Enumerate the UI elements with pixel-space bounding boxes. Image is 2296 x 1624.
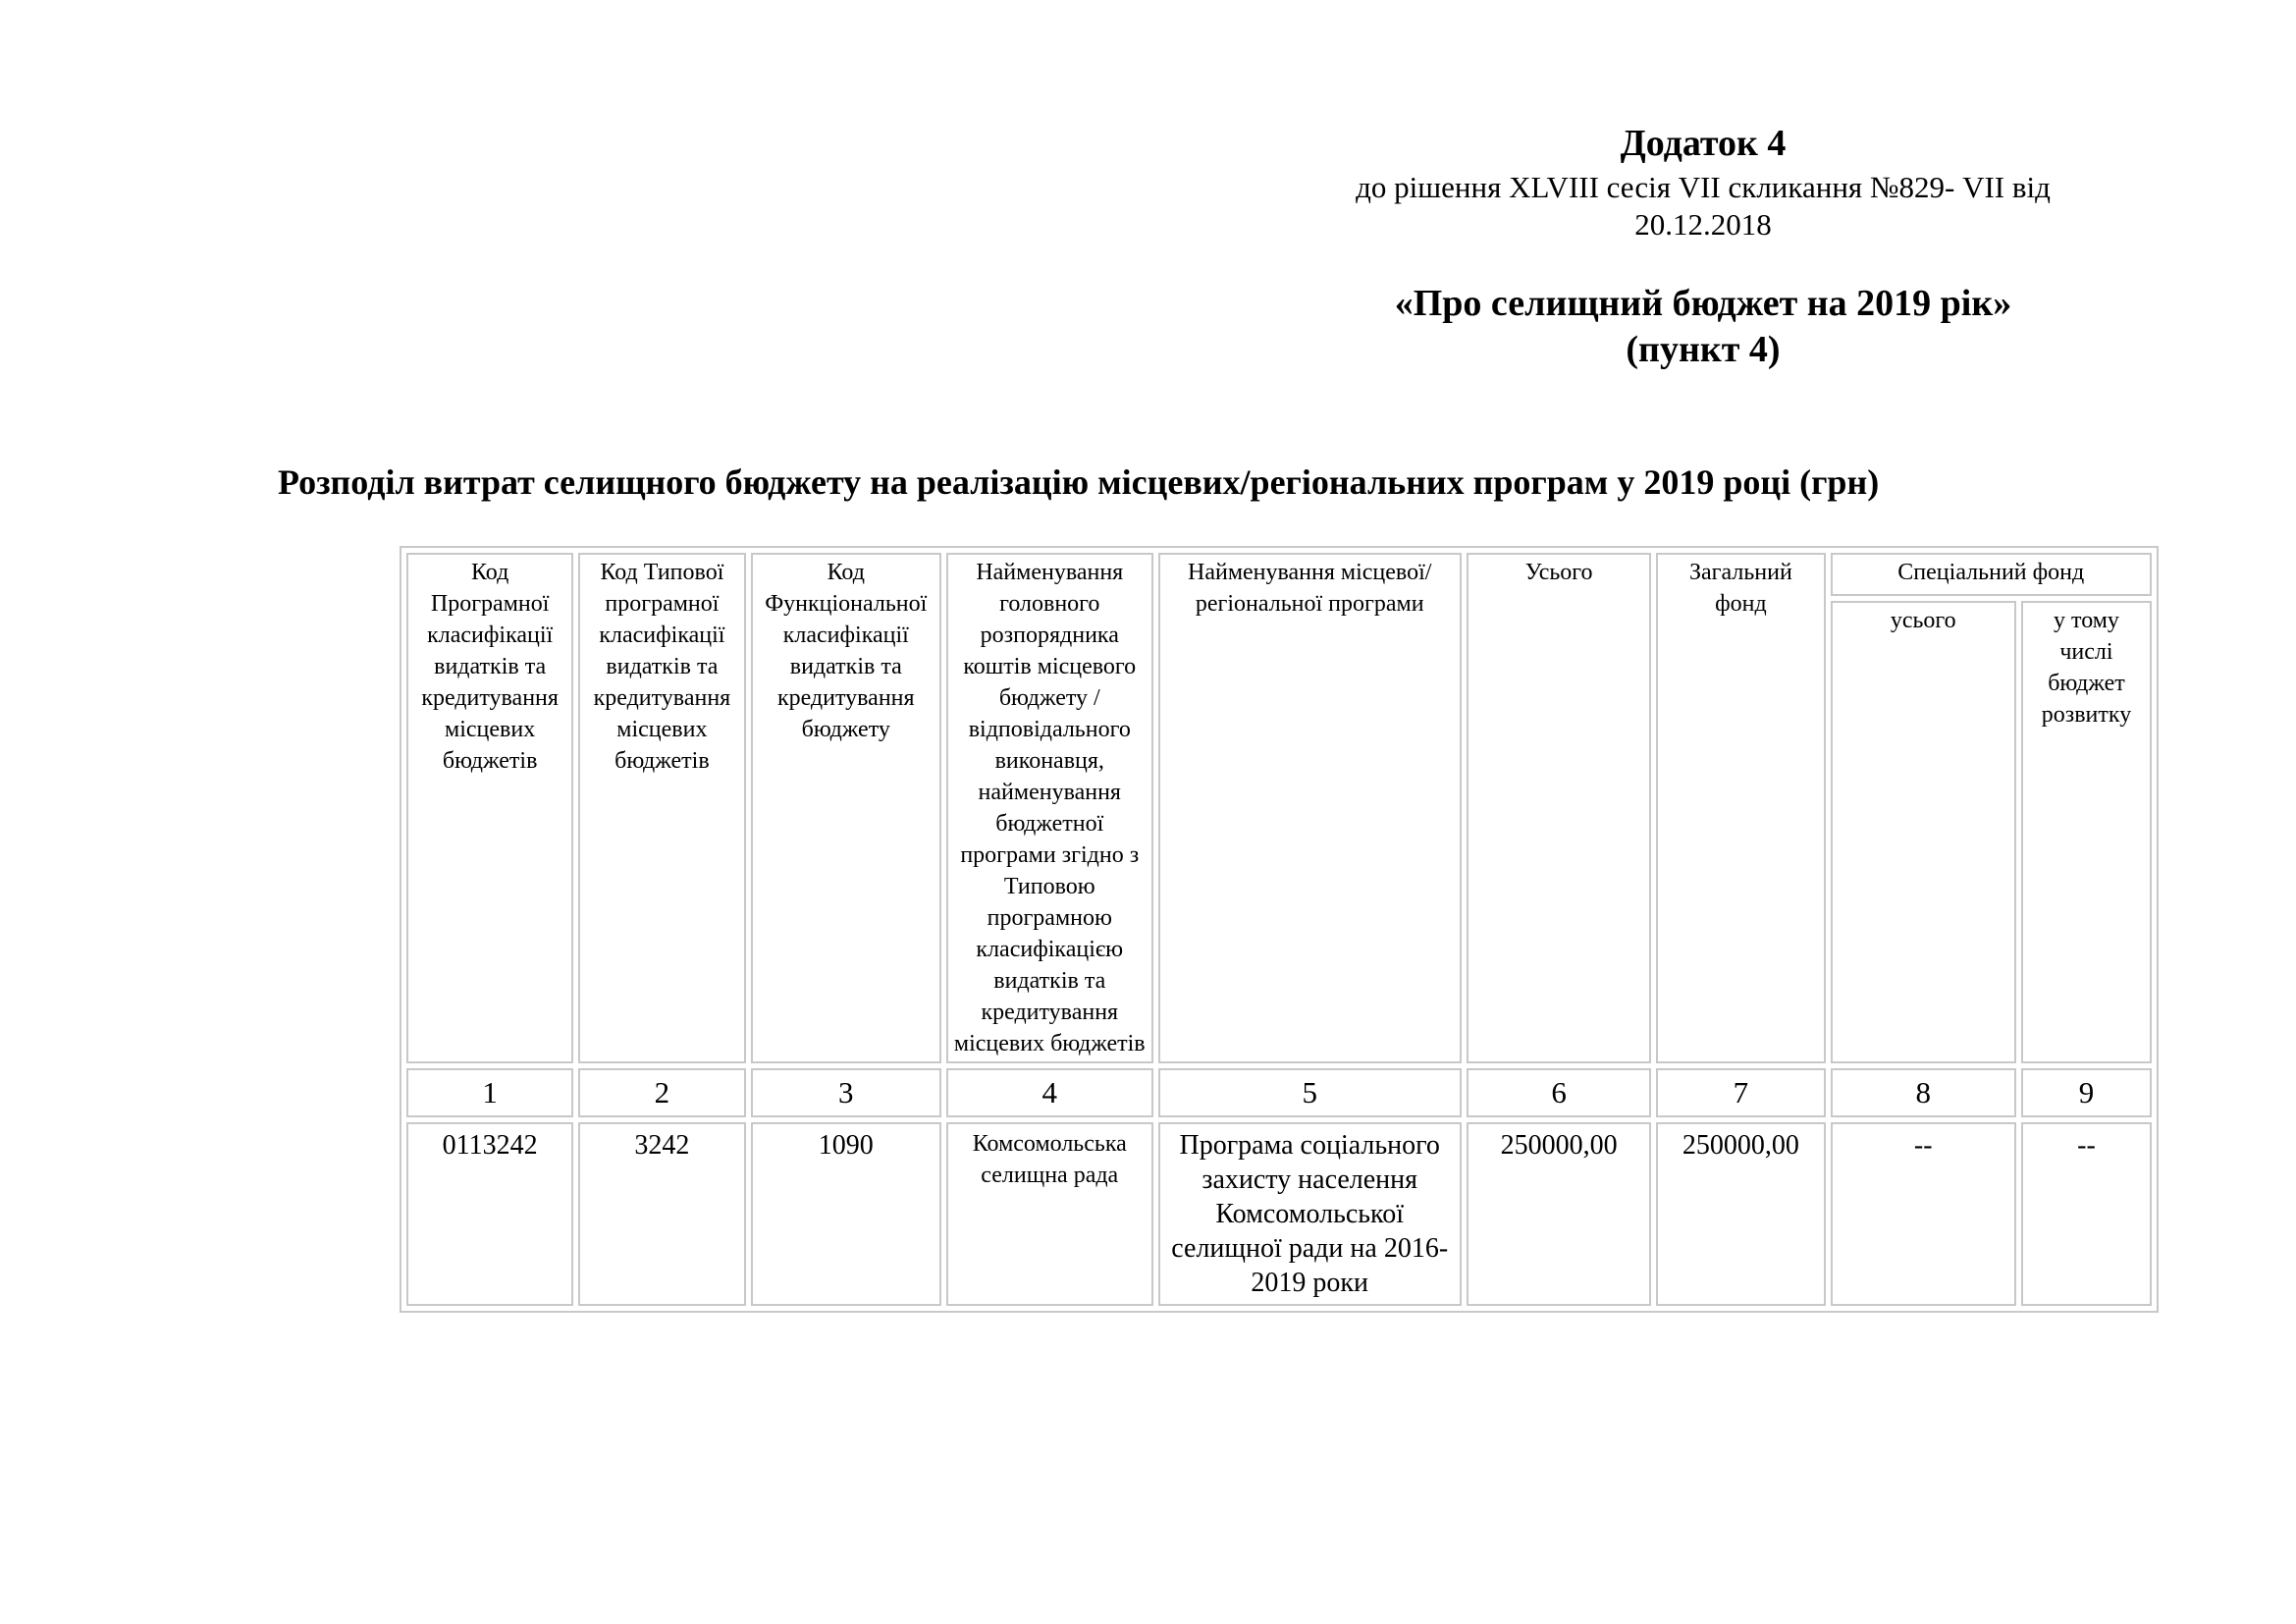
column-number: 5 xyxy=(1158,1068,1462,1117)
table-row xyxy=(406,1122,2152,1306)
column-number: 3 xyxy=(751,1068,941,1117)
appendix-title: Додаток 4 xyxy=(1620,123,1787,164)
decision-reference: до рішення XLVIII сесія VII скликання №829- VII від xyxy=(1356,170,2051,204)
column-number-row xyxy=(406,1068,2152,1117)
column-number: 7 xyxy=(1656,1068,1825,1117)
col-header-manager: Найменування головного розпорядника коштів місцевого бюджету / відповідального виконавця, найменування бюджетної програми згідно з Типовою програмною класифікацією видатків та кредитування місцевих бюджетів xyxy=(946,553,1153,1063)
col-header-general-fund: Загальний фонд xyxy=(1656,553,1825,1063)
column-number: 4 xyxy=(946,1068,1153,1117)
column-number: 6 xyxy=(1467,1068,1651,1117)
cell-program-name: Програма соціального захисту населення Комсомольської селищної ради на 2016-2019 роки xyxy=(1158,1122,1462,1306)
column-number: 1 xyxy=(406,1068,573,1117)
col-header-special-development: у тому числі бюджет розвитку xyxy=(2021,601,2152,1063)
col-header-special-total: усього xyxy=(1831,601,2016,1063)
cell-total: 250000,00 xyxy=(1467,1122,1651,1306)
header-row xyxy=(406,553,2152,596)
column-number: 9 xyxy=(2021,1068,2152,1117)
decision-point: (пункт 4) xyxy=(1626,329,1781,370)
cell-typical-code: 3242 xyxy=(578,1122,745,1306)
cell-general-fund: 250000,00 xyxy=(1656,1122,1825,1306)
col-header-functional-code: Код Функціональної класифікації видатків та кредитування бюджету xyxy=(751,553,941,1063)
col-header-total: Усього xyxy=(1467,553,1651,1063)
cell-program-code: 0113242 xyxy=(406,1122,573,1306)
cell-manager: Комсомольська селищна рада xyxy=(946,1122,1153,1306)
cell-special-development: -- xyxy=(2021,1122,2152,1306)
col-header-program-name: Найменування місцевої/регіональної програми xyxy=(1158,553,1462,1063)
column-number: 2 xyxy=(578,1068,745,1117)
cell-special-total: -- xyxy=(1831,1122,2016,1306)
decision-date: 20.12.2018 xyxy=(1634,207,1772,242)
col-header-special-fund: Спеціальний фонд xyxy=(1831,553,2152,596)
col-header-program-code: Код Програмної класифікації видатків та кредитування місцевих бюджетів xyxy=(406,553,573,1063)
col-header-typical-code: Код Типової програмної класифікації видатків та кредитування місцевих бюджетів xyxy=(578,553,745,1063)
column-number: 8 xyxy=(1831,1068,2016,1117)
decision-name: «Про селищний бюджет на 2019 рік» xyxy=(1394,283,2012,324)
table-title: Розподіл витрат селищного бюджету на реалізацію місцевих/регіональних програм у 2019 році (грн) xyxy=(278,462,1880,502)
budget-table xyxy=(400,546,2159,1313)
cell-functional-code: 1090 xyxy=(751,1122,941,1306)
